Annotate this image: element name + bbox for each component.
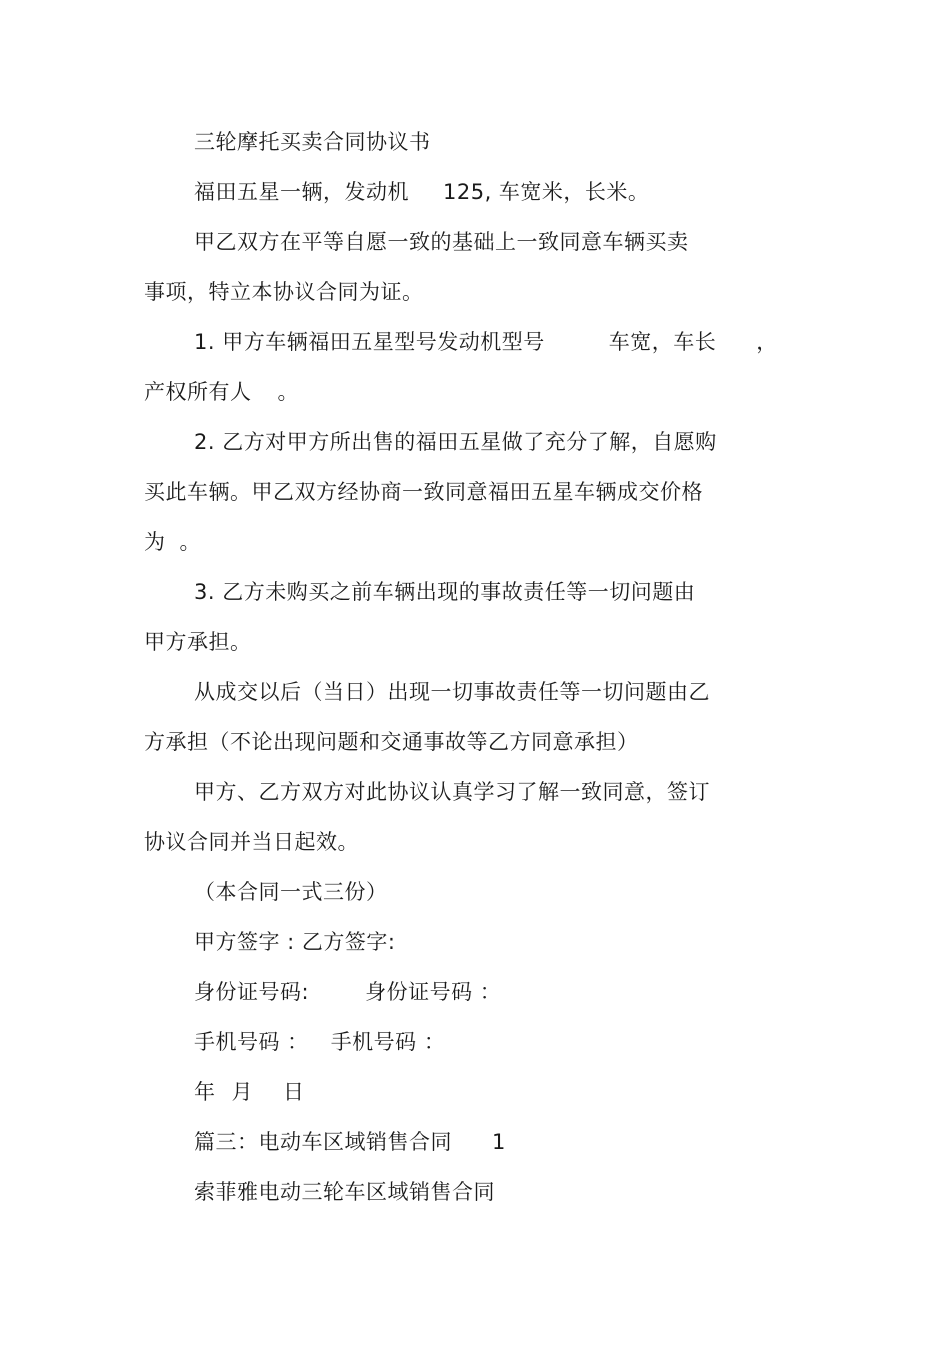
clause-1-part-b: 车宽，车长 bbox=[608, 330, 717, 354]
date-line bbox=[194, 1077, 305, 1107]
clause-1-part-a: 1. 甲方车辆福田五星型号发动机型号 bbox=[194, 330, 545, 354]
clause-3-line-1: 3. 乙方未购买之前车辆出现的事故责任等一切问题由 bbox=[194, 580, 696, 604]
clause-3-line-2: 甲方承担。 bbox=[144, 630, 252, 654]
after-deal-line-1: 从成交以后（当日）出现一切事故责任等一切问题由乙 bbox=[194, 680, 710, 704]
section-3-heading bbox=[194, 1127, 506, 1157]
phone-number-line bbox=[194, 1027, 445, 1057]
clause-2-line-2: 买此车辆。甲乙双方经协商一致同意福田五星车辆成交价格 bbox=[144, 480, 703, 504]
id-number-party-b: 身份证号码 ： bbox=[365, 980, 502, 1004]
vehicle-info-part1: 福田五星一辆，发动机 bbox=[194, 180, 409, 204]
section-3-number: 1 bbox=[492, 1130, 506, 1154]
intro-line-1: 甲乙双方在平等自愿一致的基础上一致同意车辆买卖 bbox=[194, 230, 689, 254]
next-contract-title: 索菲雅电动三轮车区域销售合同 bbox=[194, 1180, 495, 1204]
phone-number-party-b: 手机号码 ： bbox=[330, 1030, 446, 1054]
date-day: 日 bbox=[283, 1080, 305, 1104]
id-number-line bbox=[194, 977, 501, 1007]
clause-2-part-a: 为 bbox=[144, 530, 166, 554]
after-deal-line-2: 方承担（不论出现问题和交通事故等乙方同意承担） bbox=[144, 730, 639, 754]
clause-1-line-2 bbox=[144, 377, 299, 407]
id-number-party-a: 身份证号码: bbox=[194, 980, 310, 1004]
clause-2-line-1: 2. 乙方对甲方所出售的福田五星做了充分了解，自愿购 bbox=[194, 430, 717, 454]
clause-1-part-d: 产权所有人 bbox=[144, 380, 252, 404]
date-year: 年 bbox=[194, 1080, 216, 1104]
copies-note: （本合同一式三份） bbox=[194, 880, 388, 904]
section-3-title: 篇三：电动车区域销售合同 bbox=[194, 1130, 452, 1154]
clause-1-line-1 bbox=[194, 327, 778, 357]
clause-1-part-e: 。 bbox=[277, 380, 299, 404]
vehicle-info-line bbox=[194, 177, 649, 207]
contract-title: 三轮摩托买卖合同协议书 bbox=[194, 130, 431, 154]
intro-line-2: 事项，特立本协议合同为证。 bbox=[144, 280, 424, 304]
date-month: 月 bbox=[231, 1080, 253, 1104]
signature-line: 甲方签字 : 乙方签字: bbox=[194, 930, 396, 954]
phone-number-party-a: 手机号码 ： bbox=[194, 1030, 309, 1054]
clause-2-part-b: 。 bbox=[179, 530, 201, 554]
clause-2-line-3 bbox=[144, 527, 201, 557]
vehicle-info-part2: 125, 车宽米，长米。 bbox=[443, 180, 650, 204]
agreement-line-1: 甲方、乙方双方对此协议认真学习了解一致同意，签订 bbox=[194, 780, 710, 804]
clause-1-part-c: ， bbox=[756, 330, 778, 354]
agreement-line-2: 协议合同并当日起效。 bbox=[144, 830, 359, 854]
